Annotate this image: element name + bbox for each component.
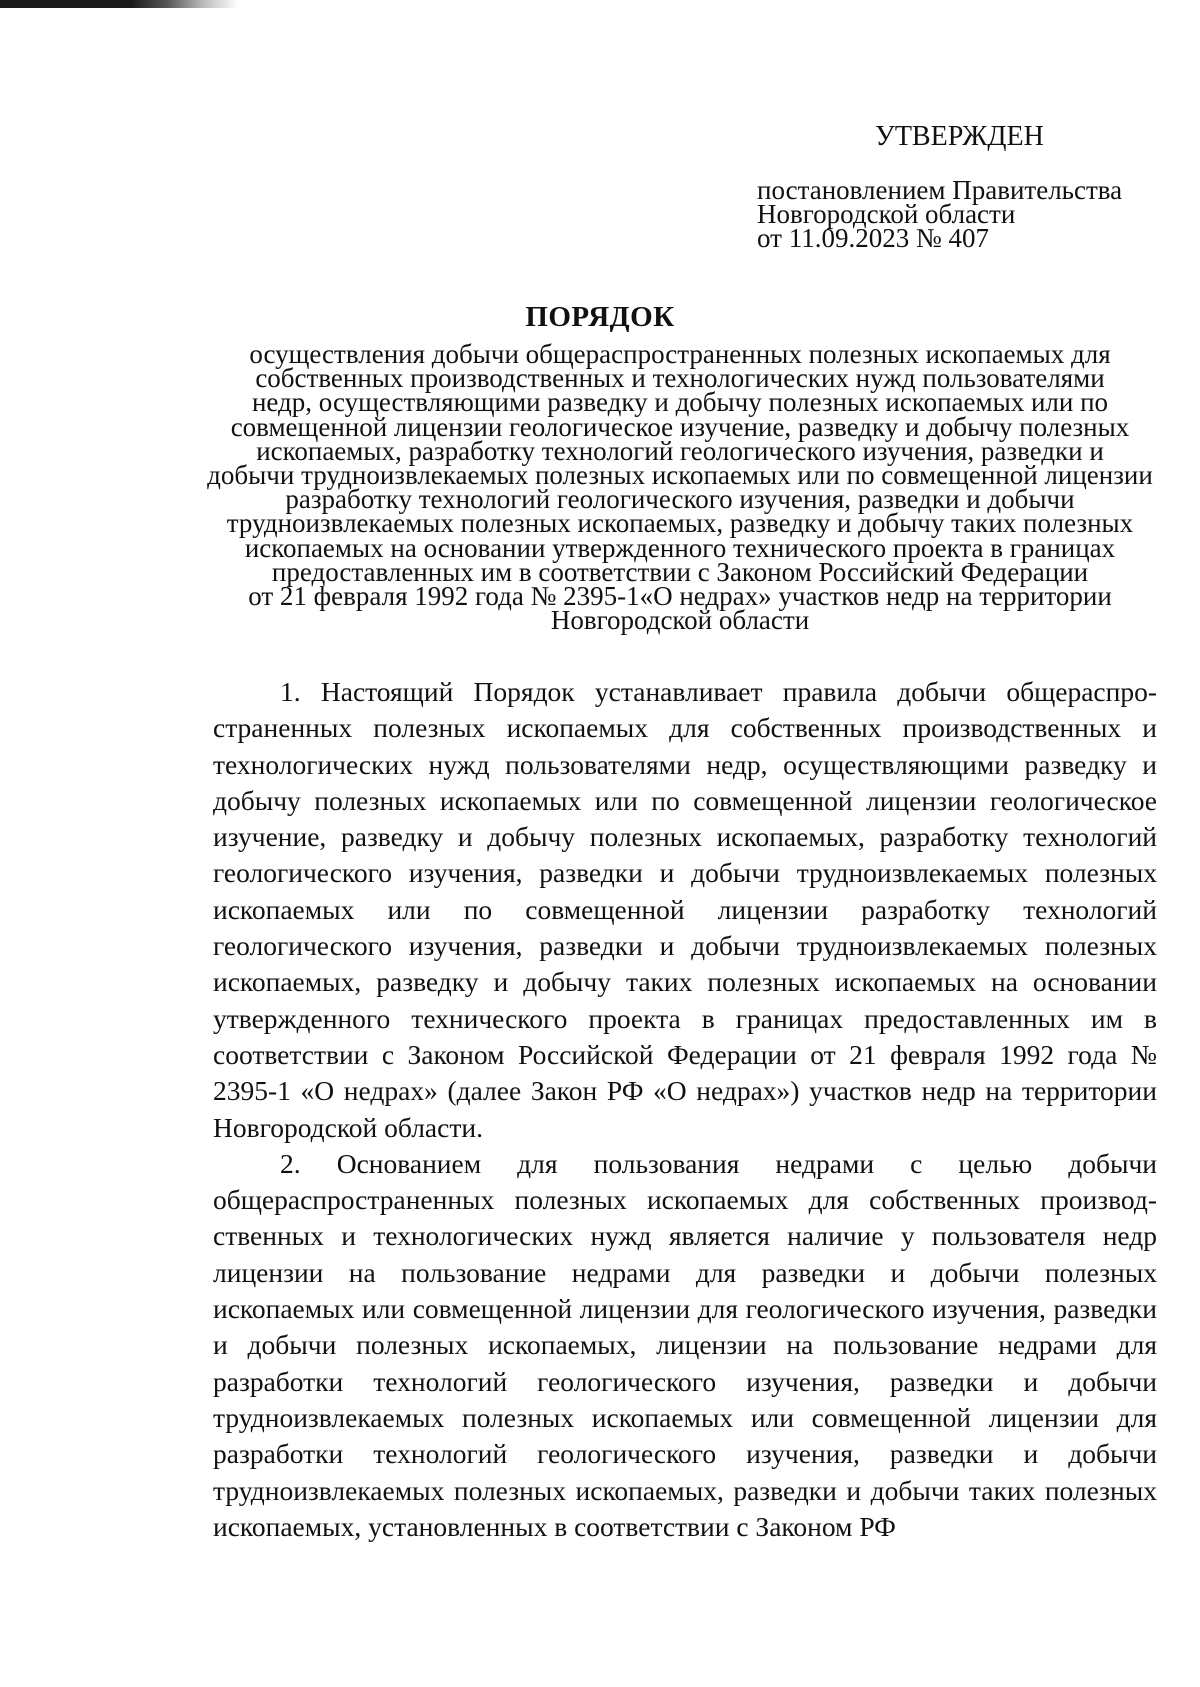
subtitle-line: осуществления добычи общераспространенных полезных ископаемых для	[249, 339, 1111, 369]
subtitle-line: Новгородской области	[550, 605, 810, 636]
subtitle-line: предоставленных им в соответствии с Законом Российский Федерации	[271, 556, 1089, 587]
approved-heading: УТВЕРЖДЕН	[875, 121, 1044, 152]
subtitle-line: добычи трудноизвлекаемых полезных ископаемых или по совмещенной лицензии	[207, 460, 1153, 491]
document-title: ПОРЯДОК	[525, 301, 675, 333]
subtitle-line: собственных производственных и технологических нужд пользователями	[255, 363, 1105, 394]
paragraph-2: 2. Основанием для пользования недрами с целью добычи общераспространенных полезных ископаемых для собственных производственных и технологических нужд является наличие у пользователя недр лицензии на пользование недрами для разведки и добычи полезных ископаемых или совмещенной лицензии для геологического изучения, разведки и добычи полезных ископаемых, лицензии на пользование недрами для разработки технологий геологического изучения, разведки и добычи трудноизвлекаемых полезных ископаемых или совмещенной лицензии для разработки технологий геологического изучения, разведки и добычи трудноизвлекаемых полезных ископаемых, разведки и добычи таких полезных ископаемых, установленных в соответствии с Законом РФ	[213, 1147, 1157, 1542]
approval-line-date-number: от 11.09.2023 № 407	[757, 223, 989, 253]
subtitle-line: совмещенной лицензии геологическое изучение, разведку и добычу полезных	[230, 411, 1130, 442]
paragraph-1: 1. Настоящий Порядок устанавливает правила добычи общераспространенных полезных ископаемых для собственных производственных и технологических нужд пользователями недр, осуществляющими разведку и добычу полезных ископаемых или по совмещенной лицензии геологическое изучение, разведку и добычу полезных ископаемых, разработку технологий геологического изучения, разведки и добычи трудноизвлекаемых полезных ископаемых или по совмещенной лицензии разработку технологий геологического изучения, разведки и добычи трудноизвлекаемых полезных ископаемых, разведку и добычу таких полезных ископаемых на основании утвержденного технического проекта в границах предоставленных им в соответствии с Законом Российской Федерации от 21 февраля 1992 года № 2395-1 «О недрах» (далее Закон РФ «О недрах») участков недр на территории Новгородской области.	[213, 676, 1157, 1143]
subtitle-line: разработку технологий геологического изучения, разведки и добычи	[285, 484, 1075, 515]
subtitle-line: ископаемых на основании утвержденного технического проекта в границах	[244, 532, 1116, 563]
approval-stamp	[757, 121, 1177, 253]
scan-edge-mark	[0, 0, 238, 8]
document-body	[213, 674, 1157, 1545]
approval-line-resolution: постановлением Правительства	[757, 175, 1123, 205]
document-subtitle	[205, 339, 1155, 636]
approval-line-region: Новгородской области	[757, 199, 1016, 229]
subtitle-line: от 21 февраля 1992 года № 2395-1«О недрах» участков недр на территории	[248, 581, 1112, 612]
subtitle-line: ископаемых, разработку технологий геологического изучения, разведки и	[256, 435, 1104, 466]
subtitle-line: недр, осуществляющими разведку и добычу полезных ископаемых или по	[251, 387, 1109, 418]
subtitle-line: трудноизвлекаемых полезных ископаемых, разведку и добычу таких полезных	[226, 508, 1134, 539]
